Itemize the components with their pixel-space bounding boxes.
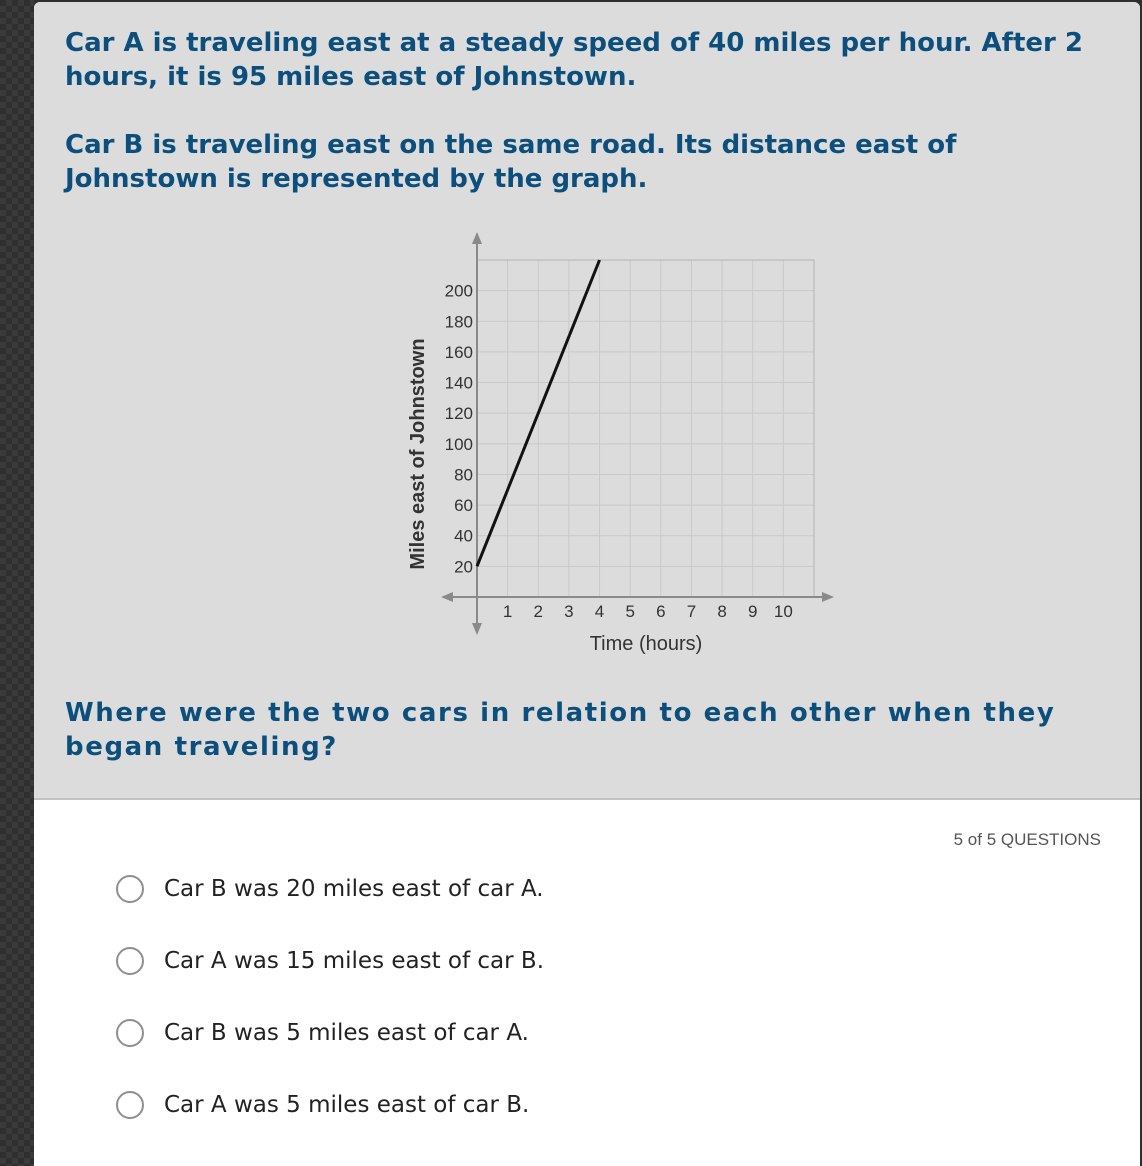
answer-choice-4[interactable] [116,1087,816,1123]
y-tick-label: 100 [444,434,473,454]
y-axis-arrow-down [472,623,482,635]
y-tick-label: 140 [444,373,473,393]
y-tick-label: 80 [454,465,473,485]
y-tick-label: 160 [444,342,473,362]
y-tick-labels [445,282,473,577]
answer-choice-3[interactable] [116,1015,816,1051]
question-card [34,2,1140,1166]
x-tick-labels [503,602,793,621]
background-strip [0,0,34,1166]
x-tick-label: 2 [533,602,544,621]
x-axis-arrow-right [822,592,834,602]
x-tick-label: 4 [594,602,605,621]
x-tick-label: 10 [773,602,793,621]
x-tick-label: 9 [747,602,758,621]
answer-choice-label: Car B was 5 miles east of car A. [164,1020,529,1046]
x-tick-label: 1 [502,602,513,621]
answer-choice-label: Car B was 20 miles east of car A. [164,876,544,902]
y-tick-label: 20 [454,557,473,577]
y-axis-label: Miles east of Johnstown [407,338,429,570]
answer-choice-1[interactable] [116,871,816,907]
distance-time-graph [364,224,844,664]
radio-button[interactable] [116,1019,144,1047]
x-tick-label: 6 [656,602,666,621]
y-axis-arrow-up [472,232,482,244]
radio-button[interactable] [116,875,144,903]
y-tick-label: 180 [444,312,473,332]
question-paragraph-car-a: Car A is traveling east at a steady speed of 40 miles per hour. After 2 hours, it is 95 miles east of Johnstown. [65,28,1083,92]
x-axis-label: Time (hours) [589,633,703,655]
chart-grid [477,260,814,597]
answer-choice-label: Car A was 5 miles east of car B. [164,1092,530,1118]
question-prompt: Where were the two cars in relation to each other when they began traveling? [65,698,1056,762]
plot-frame [477,260,814,597]
x-tick-label: 3 [564,602,574,621]
x-tick-label: 8 [717,602,727,621]
answer-choice-label: Car A was 15 miles east of car B. [164,948,545,974]
question-panel [34,2,1140,800]
y-tick-label: 40 [454,526,473,546]
y-tick-label: 120 [444,404,473,424]
x-tick-label: 7 [686,602,697,621]
radio-button[interactable] [116,947,144,975]
y-tick-label: 60 [454,496,473,516]
answer-choice-2[interactable] [116,943,816,979]
radio-button[interactable] [116,1091,144,1119]
y-tick-label: 200 [444,281,473,301]
question-paragraph-car-b: Car B is traveling east on the same road. Its distance east of Johnstown is represented by the graph. [65,130,957,194]
question-counter: 5 of 5 QUESTIONS [953,830,1101,849]
x-axis-arrow-left [441,592,453,602]
x-tick-label: 5 [625,602,635,621]
